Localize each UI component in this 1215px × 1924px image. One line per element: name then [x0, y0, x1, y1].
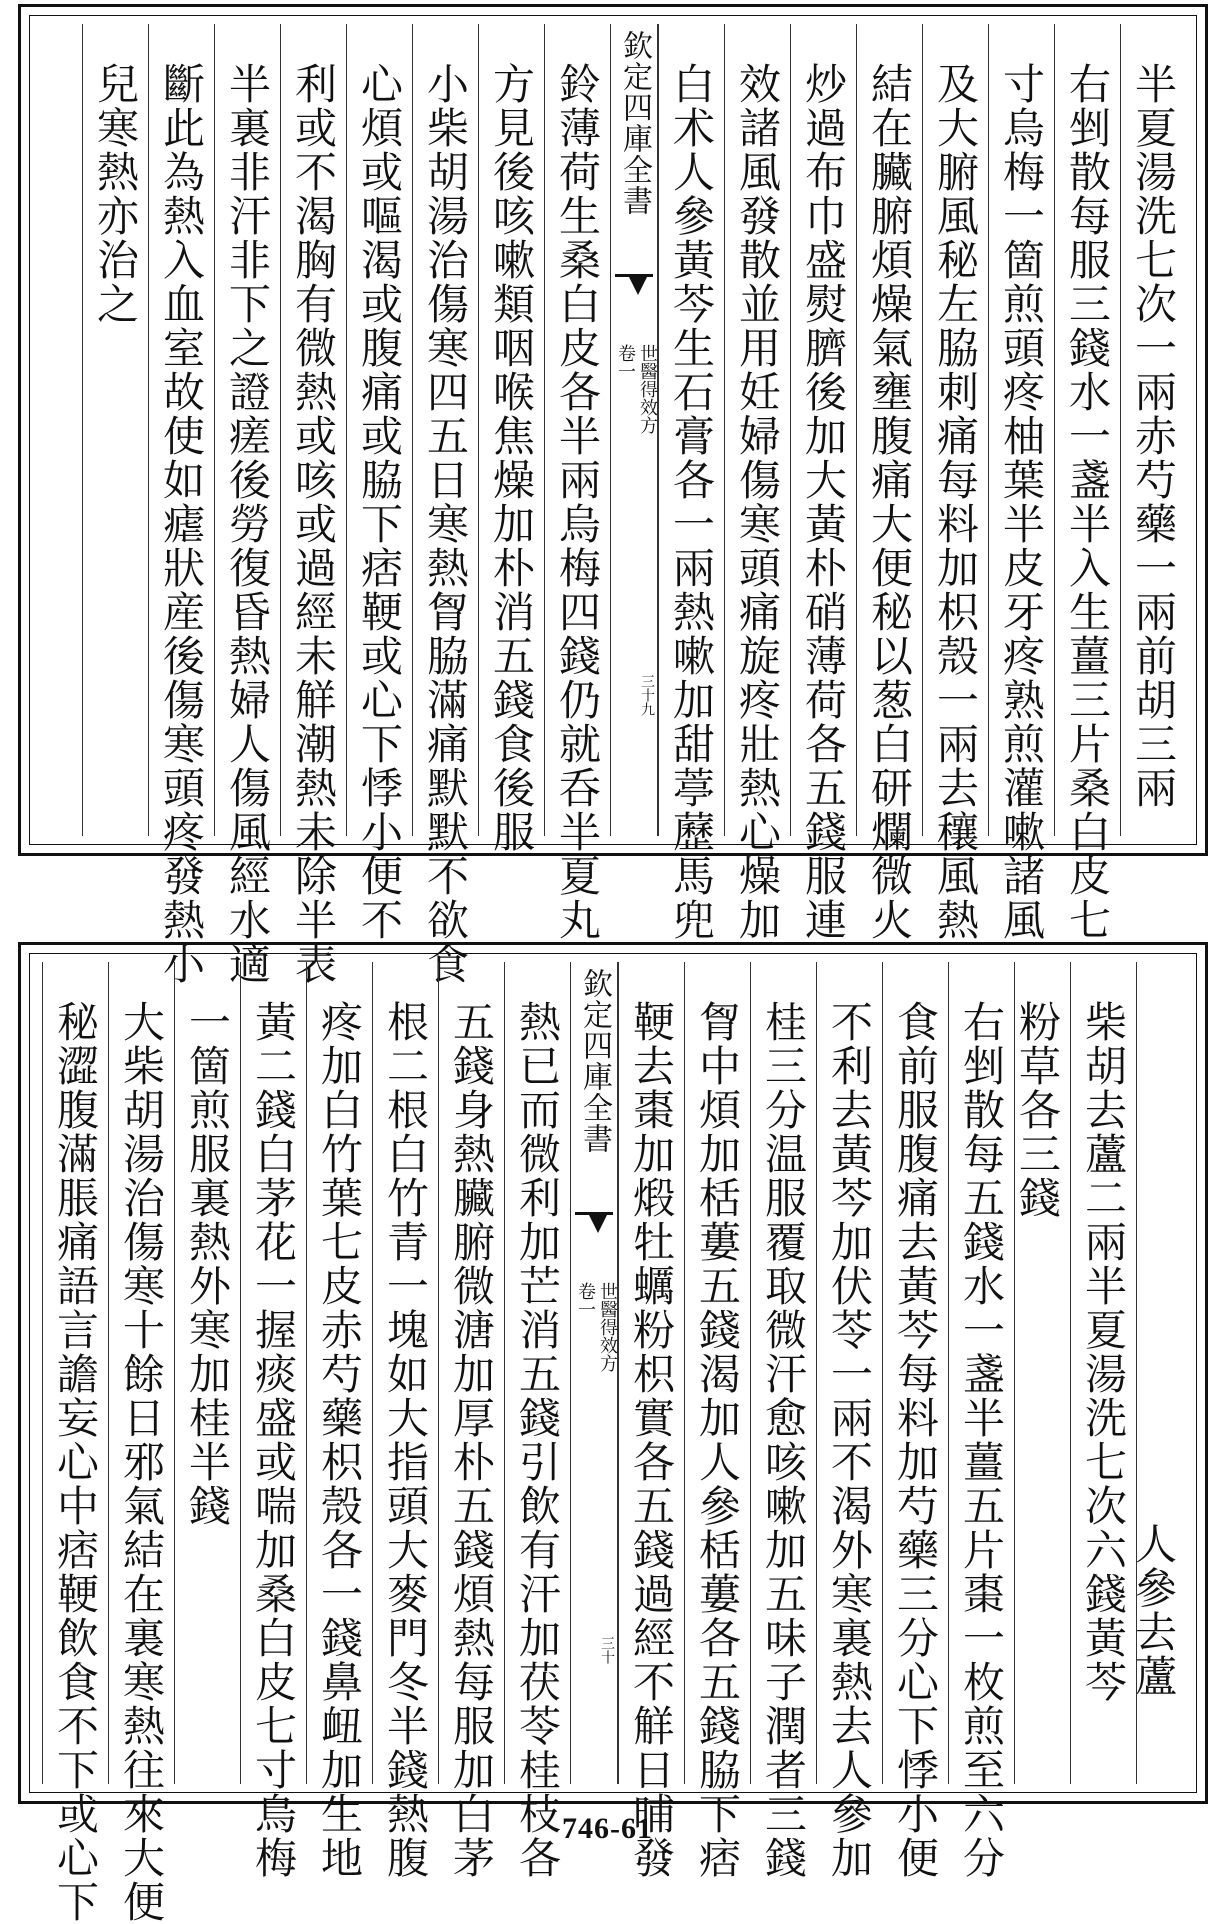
column — [82, 24, 148, 836]
column — [108, 962, 174, 1924]
column — [1120, 24, 1186, 836]
column — [1070, 962, 1136, 1784]
column-text: 根二根白竹青一塊如大指頭大麥門冬半錢熱腹 — [381, 1000, 430, 1880]
column-text: 效諸風發散並用妊婦傷寒頭痛旋疼壯熱心燥加 — [733, 62, 782, 942]
column — [478, 24, 544, 854]
column — [1014, 962, 1070, 1784]
column — [750, 962, 816, 1880]
fish-tail-mark — [575, 1212, 613, 1275]
column — [724, 24, 790, 942]
column-text: 小柴胡湯治傷寒四五日寒熱胷脇滿痛默默不欲食 — [421, 62, 470, 986]
column-text: 心煩或嘔渴或腹痛或脇下痞鞕或心下悸小便不 — [355, 62, 404, 942]
column-text: 黃二錢白茅花一握痰盛或喘加桑白皮七寸烏梅 — [249, 1000, 298, 1880]
volume-label: 卷一 — [615, 344, 636, 380]
column-text: 半夏湯洗七次一兩赤芍藥一兩前胡三兩 — [1129, 62, 1178, 810]
column — [372, 962, 438, 1880]
column — [922, 24, 988, 942]
column-text: 熱已而微利加芒消五錢引飲有汗加茯苓桂枝各 — [513, 1000, 562, 1880]
column-text: 胷中煩加栝蔞五錢渴加人參栝蔞各五錢脇下痞 — [693, 1000, 742, 1880]
column-text: 食前服腹痛去黃芩每料加芍藥三分心下悸小便 — [891, 1000, 940, 1880]
top-page-frame — [29, 15, 1197, 986]
column — [174, 962, 240, 1784]
column — [438, 962, 504, 1880]
column-text: 右剉散每五錢水一盞半薑五片棗一枚煎至六分 — [957, 1000, 1006, 1880]
column — [504, 962, 570, 1880]
column — [214, 24, 280, 986]
volume-label: 卷一 — [575, 1282, 596, 1318]
column — [346, 24, 412, 942]
column — [1054, 24, 1120, 942]
column-text: 利或不渴胸有微熱或咳或過經未觧潮熱未除半表 — [289, 62, 338, 986]
column — [1129, 962, 1186, 1784]
column-text: 結在臟腑煩燥氣壅腹痛大便秘以葱白研爛微火 — [865, 62, 914, 942]
column-text: 炒過布巾盛熨臍後加大黃朴硝薄荷各五錢服連 — [799, 62, 848, 942]
column-text: 寸烏梅一箇煎頭疼柚葉半皮牙疼熟煎灌嗽諸風 — [997, 62, 1046, 942]
book-title: 世醫得效方 — [597, 1282, 618, 1372]
catalog-title: 欽定四庫全書 — [577, 968, 612, 1154]
catalog-title: 欽定四庫全書 — [617, 30, 652, 216]
column — [412, 24, 478, 986]
column-text: 方見後咳嗽類咽喉焦燥加朴消五錢食後服 — [487, 62, 536, 854]
column — [280, 24, 346, 986]
column — [790, 24, 856, 942]
column-text: 粉草各三錢 — [1013, 1000, 1062, 1220]
page-number: 746-61 — [562, 1812, 653, 1845]
column — [684, 962, 750, 1880]
column-text: 柴胡去蘆二兩半夏湯洗七次六錢黃芩 — [1079, 1000, 1128, 1704]
folio-number: 三十九 — [639, 674, 655, 716]
column — [240, 962, 306, 1880]
column-text: 白术人參黃芩生石膏各一兩熱嗽加甜葶藶馬兜 — [667, 62, 716, 942]
column — [988, 24, 1054, 942]
column — [816, 962, 882, 1880]
column-text: 斷此為熱入血室故使如瘧狀産後傷寒頭疼發熱小 — [157, 62, 206, 986]
column — [544, 24, 610, 942]
folio-number: 三十 — [599, 1636, 615, 1664]
column-text: 一箇煎服裏熱外寒加桂半錢 — [183, 1000, 232, 1528]
top-page — [18, 4, 1208, 986]
column-text: 鈴薄荷生桑白皮各半兩烏梅四錢仍就呑半夏丸 — [553, 62, 602, 942]
column-text: 兒寒熱亦治之 — [91, 62, 140, 326]
column — [306, 962, 372, 1880]
column — [882, 962, 948, 1880]
column-text: 人參去蘆 — [1129, 1522, 1178, 1698]
column-text: 半裏非汗非下之證瘥後勞復昏熱婦人傷風經水適 — [223, 62, 272, 986]
column — [42, 962, 108, 1924]
column — [618, 962, 684, 1880]
column-text: 右剉散每服三錢水一盞半入生薑三片桑白皮七 — [1063, 62, 1112, 942]
column — [948, 962, 1014, 1880]
column — [856, 24, 922, 942]
fish-tail-mark — [615, 274, 653, 337]
column-text: 大柴胡湯治傷寒十餘日邪氣結在裏寒熱往來大便 — [117, 1000, 166, 1924]
book-title: 世醫得效方 — [637, 344, 658, 434]
column-text: 秘澀腹滿脹痛語言譫妄心中痞鞕飲食不下或心下 — [51, 1000, 100, 1924]
column — [148, 24, 214, 986]
center-gutter — [570, 962, 618, 1784]
column-text: 疼加白竹葉七皮赤芍藥枳殼各一錢鼻衄加生地 — [315, 1000, 364, 1880]
column-text: 及大腑風秘左脇刺痛每料加枳殼一兩去穰風熱 — [931, 62, 980, 942]
column-text: 五錢身熱臟腑微溏加厚朴五錢煩熱每服加白茅 — [447, 1000, 496, 1880]
center-gutter — [610, 24, 658, 836]
column-text: 桂三分温服覆取微汗愈咳嗽加五味子潤者三錢 — [759, 1000, 808, 1880]
column-text: 不利去黃芩加伏苓一兩不渴外寒裏熱去人參加 — [825, 1000, 874, 1880]
column — [658, 24, 724, 942]
column-text: 鞕去棗加煅牡蠣粉枳實各五錢過經不觧日晡發 — [627, 1000, 676, 1880]
